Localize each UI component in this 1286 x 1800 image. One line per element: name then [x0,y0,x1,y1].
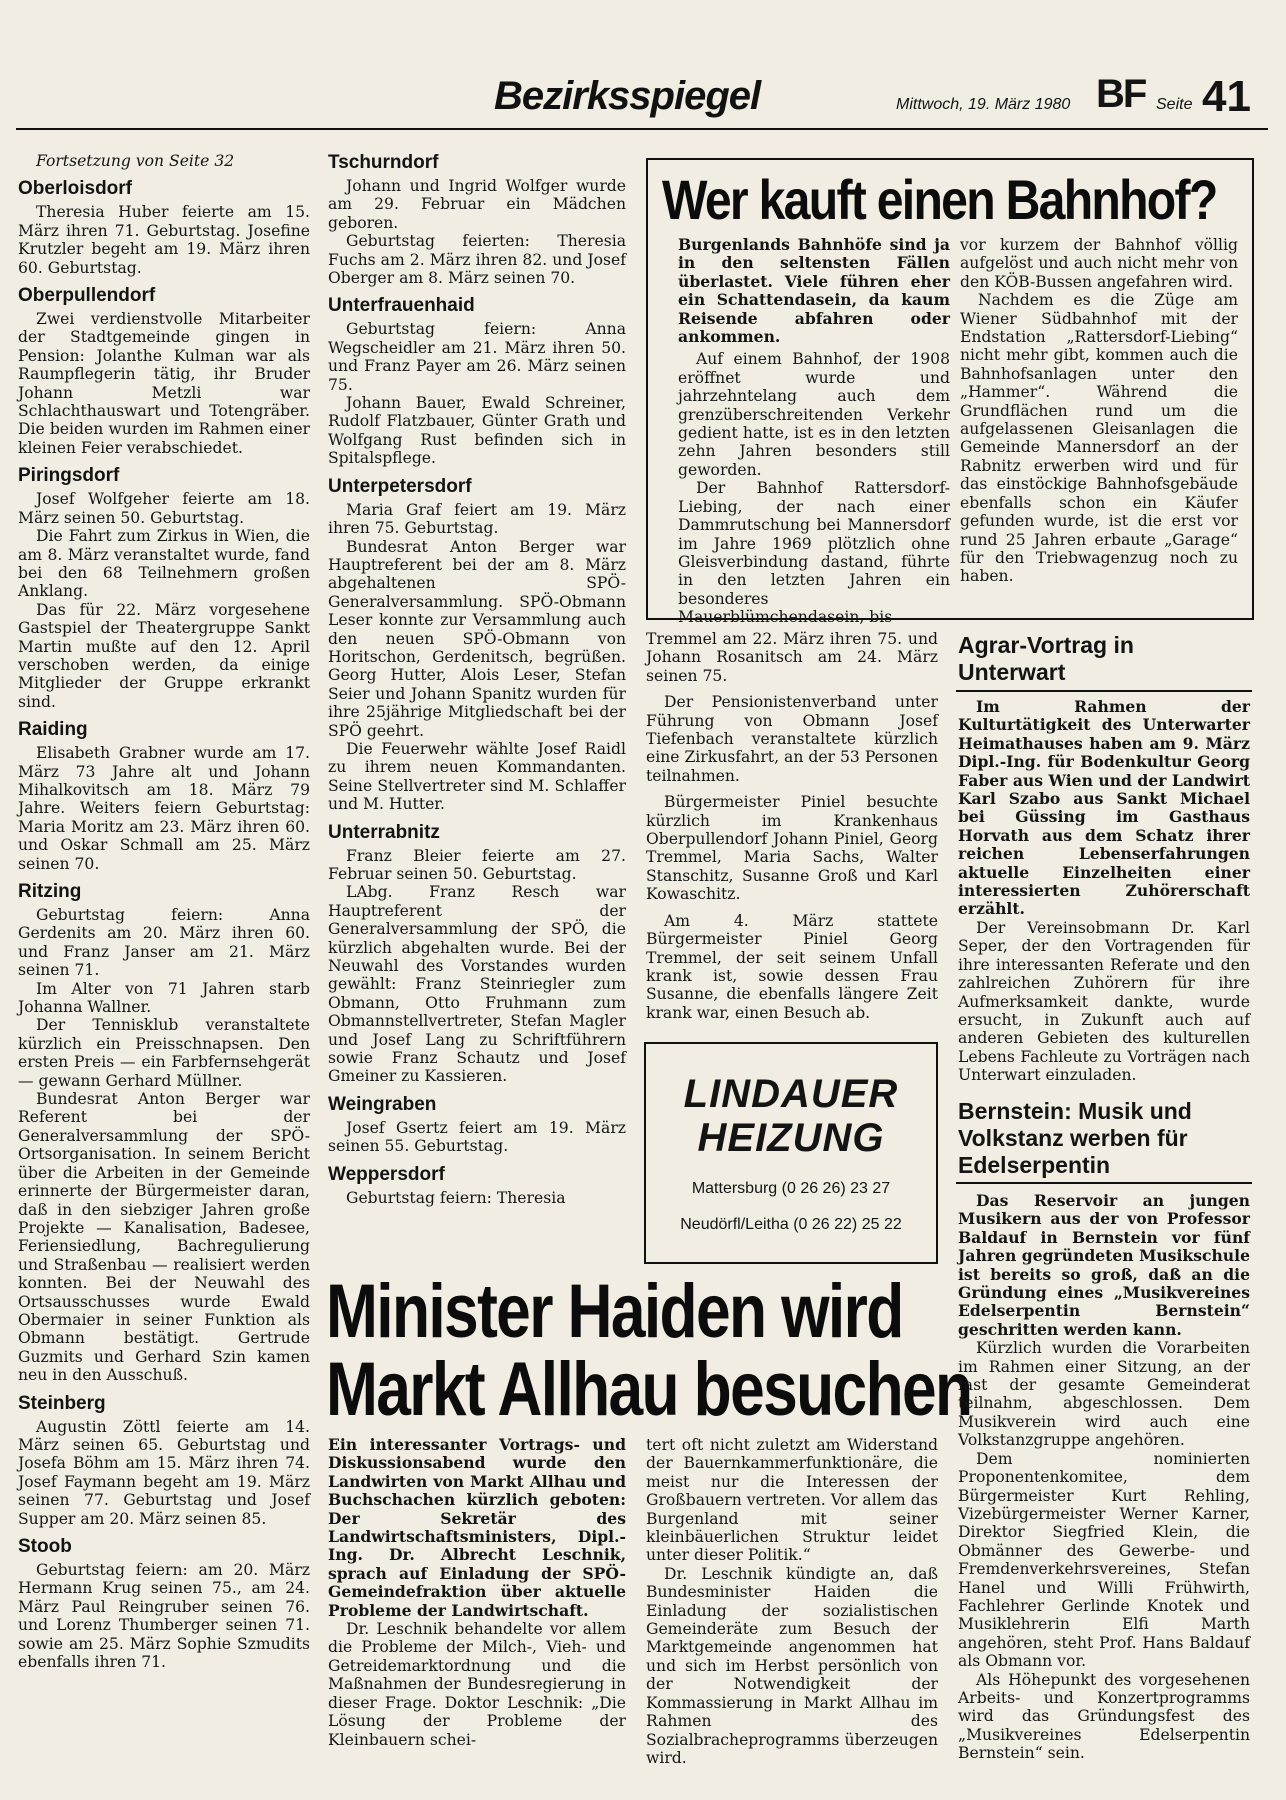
page-number: 41 [1202,72,1251,121]
bernstein-lead: Das Reservoir an jungen Musikern aus der von Professor Baldauf in Bernstein vor fünf Jahren gegründeten Musikschule ist bereits so groß, daß an die Gründung eines „Musikvereines Edelserpentin Bernstein“ geschritten werden kann. [958,1191,1250,1339]
text-piringsdorf-3: Das für 22. März vorgesehene Gastspiel der Theatergruppe Sankt Martin mußte auf den 12. April verschoben werden, da einige Mitglieder der Gruppe erkrankt sind. [18,600,310,711]
text-stoob: Geburtstag feiern: am 20. März Hermann Krug seinen 75., am 24. März Paul Reingruber seinen 76. und Lorenz Thumberger seinen 71. sowie am 25. März Sophie Szmudits ebenfalls ihren 71. [18,1561,310,1672]
agrar-lead: Im Rahmen der Kulturtätigkeit des Unterwarter Heimathauses haben am 9. März Dipl.-Ing. für Bodenkultur Georg Faber aus Wien und der Landwirt Karl Szabo aus Sankt Michael bei Güssing im Gasthaus Horvath aus dem Schatz ihrer reichen Lebenserfahrungen aktuelle Einzelheiten einer interessierten Zuhörerschaft erzählt. [958,697,1250,919]
heading-piringsdorf: Piringsdorf [18,465,120,487]
haiden-text-1: Dr. Leschnik behandelte vor allem die Probleme der Milch-, Vieh- und Getreidemarktordnung und die Maßnahmen der Bundesregierung in dieser Frage. Doktor Leschnik: „Die Lösung der Probleme der Kleinbauern schei- [328,1620,626,1749]
text-piringsdorf-2: Die Fahrt zum Zirkus in Wien, die am 8. März veranstaltet wurde, fand bei den 68 Teilnehmern großen Anklang. [18,527,310,601]
bahnhof-lead: Burgenlands Bahnhöfe sind ja in den seltensten Fällen überlastet. Viele führen eher ein Schattendasein, da kaum Reisende abfahren oder ankommen. [678,235,950,347]
section-title: Bezirksspiegel [494,74,761,118]
text-unterpetersdorf-1: Maria Graf feiert am 19. März ihren 75. Geburtstag. [328,500,626,538]
column-2 [328,150,626,1280]
haiden-col-left [328,1436,626,1776]
text-steinberg: Augustin Zöttl feierte am 14. März seinen 65. Geburtstag und Josefa Böhm am 15. März ihren 74. Josef Faymann begeht am 19. März seinen 77. Geburtstag und Josef Supper am 20. März seinen 85. [18,1417,310,1528]
column-1 [18,152,310,1772]
bahnhof-col-right [960,236,1238,612]
text-piringsdorf-1: Josef Wolfgeher feierte am 18. März seinen 50. Geburtstag. [18,490,310,527]
text-unterfrauenhaid-1: Geburtstag feiern: Anna Wegscheidler am 21. März ihren 50. und Franz Payer am 26. März seinen 75. [328,320,626,394]
heading-tschurndorf: Tschurndorf [328,152,439,173]
haiden-headline-line-1: Minister Haiden wird [326,1269,903,1354]
text-tschurndorf-2: Geburtstag feierten: Theresia Fuchs am 2. März ihren 82. und Josef Oberger am 8. März seinen 70. [328,232,626,288]
text-weingraben: Josef Gsertz feiert am 19. März seinen 55. Geburtstag. [328,1118,626,1156]
heading-ritzing: Ritzing [18,881,82,902]
heading-weingraben: Weingraben [328,1093,437,1115]
haiden-text-2: tert oft nicht zuletzt am Widerstand der Bauernkammerfunktionäre, die meist nur die Interessen der Großbauern vertreten. Vor allem das Burgenland mit seiner kleinbäuerlichen Struktur leidet unter dieser Politik.“ [646,1436,938,1565]
heading-unterrabnitz: Unterrabnitz [328,821,440,843]
ad-phone-neudoerfl: Neudörfl/Leitha (0 26 22) 25 22 [680,1216,902,1233]
heading-weppersdorf: Weppersdorf [328,1163,445,1185]
heading-oberpullendorf: Oberpullendorf [18,285,156,307]
heading-oberloisdorf: Oberloisdorf [18,178,133,200]
text-unterfrauenhaid-2: Johann Bauer, Ewald Schreiner, Rudolf Flatzbauer, Günter Grath und Wolfgang Rust befinden sich in Spitalspflege. [328,394,626,468]
text-tremmel-4: Am 4. März stattete Bürgermeister Piniel Georg Tremmel, der seit seinem Unfall krank ist, sowie dessen Frau Susanne, die ebenfalls längere Zeit krank war, einen Besuch ab. [646,911,938,1022]
bahnhof-text-3: vor kurzem der Bahnhof völlig aufgelöst und auch nicht mehr von den KÖB-Bussen angefahren wird. [960,236,1238,291]
text-ritzing-1: Geburtstag feiern: Anna Gerdenits am 20. März ihren 60. und Franz Janser am 21. März seinen 71. [18,906,310,980]
haiden-col-right [646,1436,938,1776]
continuation-note: Fortsetzung von Seite 32 [36,152,235,170]
header-rule [16,128,1268,130]
text-weppersdorf: Geburtstag feiern: Theresia [346,1188,566,1207]
agrar-headline: Agrar-Vortrag in Unterwart [958,632,1134,685]
bahnhof-article-box [646,158,1254,627]
agrar-column [958,698,1250,1088]
text-oberpullendorf: Zwei verdienstvolle Mitarbeiter der Stadtgemeinde gingen in Pension: Jolanthe Kulman war als Raumpflegerin tätig, ihr Bruder Johann Metzli war Schlachthauswart und Totengräber. Die beiden wurden im Rahmen einer kleinen Feier verabschiedet. [18,310,310,457]
bahnhof-text-1: Auf einem Bahnhof, der 1908 eröffnet wurde und jahrzehntelang auch dem grenzüberschreitenden Verkehr gedient hatte, ist es in den letzten zehn Jahren besonders still geworden. [678,350,950,479]
issue-date: Mittwoch, 19. März 1980 [896,96,1071,113]
text-unterpetersdorf-2: Bundesrat Anton Berger war Hauptreferent bei der am 8. März abgehaltenen SPÖ-Generalversammlung. SPÖ-Obmann Leser konnte zur Versammlung auch den neuen SPÖ-Obmann von Horitschon, Gerdenitsch, begrüßen. Georg Hutter, Alois Leser, Stefan Seier und Johann Spanitz wurden für ihre 25jährige Mitgliedschaft bei der SPÖ geehrt. [328,537,626,740]
text-tremmel-2: Der Pensionistenverband unter Führung von Obmann Josef Tiefenbach veranstaltete kürzlich eine Zirkusfahrt, an der 53 Personen teilnahmen. [646,693,938,785]
bernstein-rule [956,1182,1252,1184]
ad-phone-mattersburg: Mattersburg (0 26 26) 23 27 [691,1180,891,1197]
bahnhof-text-4: Nachdem es die Züge am Wiener Südbahnhof mit der Endstation „Rattersdorf-Liebing“ nicht mehr gibt, kommen auch die Bahnhofsanlagen unter den „Hammer“. Während die Grundflächen rund um die aufgelassenen Gleisanlagen die Gemeinde Mannersdorf an der Rabnitz erwerben wird und für das einstöckige Bahnhofsgebäude ebenfalls schon ein Käufer gefunden wurde, ist die erst vor rund 25 Jahren erbaute „Garage“ für den Triebwagenzug noch zu haben. [960,291,1238,586]
newspaper-logo: BF [1096,72,1146,116]
column-3-continuation [646,630,938,1030]
text-tremmel-1: Tremmel am 22. März ihren 75. und Johann Rosanitsch am 24. März seinen 75. [646,630,938,685]
heading-unterpetersdorf: Unterpetersdorf [328,475,472,497]
bernstein-text-1: Kürzlich wurden die Vorarbeiten im Rahmen einer Sitzung, an der fast der gesamte Gemeinderat teilnahm, abgeschlossen. Dem Musikverein wird auch eine Volkstanzgruppe angehören. [958,1339,1250,1450]
ad-title-line-2: HEIZUNG [697,1116,885,1160]
text-tschurndorf-1: Johann und Ingrid Wolfger wurde am 29. Februar ein Mädchen geboren. [328,177,626,232]
haiden-headline-line-2: Markt Allhau besuchen [326,1347,972,1432]
text-ritzing-4: Bundesrat Anton Berger war Referent bei der Generalversammlung der SPÖ-Ortsorganisation. In seinem Bericht über die Arbeiten in der Gemeinde erinnerte der Bürgermeister daran, daß in den siebziger Jahren große Projekte — Kanalisation, Badesee, Feriensiedlung, Bachregulierung und Straßenbau — realisiert werden konnten. Bei der Neuwahl des Ortsausschusses wurde Ewald Obermaier in seiner Funktion als Obmann bestätigt. Gertrude Guzmits und Gerhard Szin kamen neu in den Ausschuß. [18,1090,310,1385]
bernstein-text-3: Als Höhepunkt des vorgesehenen Arbeits- und Konzertprogramms wird das Gründungsfest des „Musikvereines Edelserpentin Bernstein“ sein. [958,1670,1250,1763]
heading-steinberg: Steinberg [18,1392,106,1414]
text-unterpetersdorf-3: Die Feuerwehr wählte Josef Raidl zu ihrem neuen Kommandanten. Seine Stellvertreter sind M. Schlaffer und M. Hutter. [328,739,626,814]
text-raiding: Elisabeth Grabner wurde am 17. März 73 Jahre alt und Johann Mihalkovitsch am 18. März 79 Jahre. Weiters feiern Geburtstag: Maria Moritz am 23. März ihren 60. und Oskar Schmall am 25. März seinen 70. [18,744,310,873]
ad-title-line-1: LINDAUER [683,1072,899,1116]
text-unterrabnitz-1: Franz Bleier feierte am 27. Februar seinen 50. Geburtstag. [328,846,626,883]
agrar-text-1: Der Vereinsobmann Dr. Karl Seper, der den Vortragenden für ihre interessanten Referate und den zahlreichen Zuhörern für ihre Aufmerksamkeit dankte, wurde ersucht, in Zukunft auch auf anderen Gebieten des kulturellen Lebens Fachleute zu Vorträgen nach Unterwart einzuladen. [958,918,1250,1085]
text-tremmel-3: Bürgermeister Piniel besuchte kürzlich im Krankenhaus Oberpullendorf Johann Piniel, Georg Tremmel, Maria Sachs, Walter Stanschitz, Susanne Groß und Karl Kowaschitz. [646,793,938,904]
text-ritzing-3: Der Tennisklub veranstaltete kürzlich ein Preisschnapsen. Den ersten Preis — ein Farbfernsehgerät — gewann Gerhard Müllner. [18,1016,310,1090]
text-unterrabnitz-2: LAbg. Franz Resch war Hauptreferent der Generalversammlung der SPÖ, die kürzlich abgehalten wurde. Bei der Neuwahl des Vorstandes wurden gewählt: Franz Steinriegler zum Obmann, Otto Fruhmann zum Obmannstellvertreter, Stefan Magler und Josef Lang zu Schriftführern sowie Franz Schautz und Josef Gmeiner zu Kassieren. [328,883,626,1086]
bahnhof-col-left [678,235,950,627]
text-ritzing-2: Im Alter von 71 Jahren starb Johanna Wallner. [18,979,310,1017]
bahnhof-text-2: Der Bahnhof Rattersdorf-Liebing, der nach einer Dammrutschung bei Mannersdorf im Jahre 1969 plötzlich ohne Gleisverbindung dastand, führte in den letzten Jahren ein besonderes Mauerblümchendasein, bis [678,479,950,627]
text-oberloisdorf: Theresia Huber feierte am 15. März ihren 71. Geburtstag. Josefine Krutzler begeht am 19. März ihren 60. Geburtstag. [18,203,310,277]
agrar-rule [956,690,1252,692]
heading-stoob: Stoob [18,1536,72,1557]
page-label: Seite [1156,96,1193,113]
haiden-lead: Ein interessanter Vortrags- und Diskussionsabend wurde den Landwirten von Markt Allhau und Buchschachen kürzlich geboten: Der Sekretär des Landwirtschaftsministers, Dipl.-Ing. Dr. Albrecht Leschnik, sprach auf Einladung der SPÖ-Gemeindefraktion über aktuelle Probleme der Landwirtschaft. [328,1435,626,1620]
bahnhof-headline: Wer kauft einen Bahnhof? [662,168,1217,231]
ad-lindauer-heizung [644,1042,938,1264]
bernstein-column [958,1192,1250,1782]
heading-raiding: Raiding [18,719,88,741]
bernstein-headline: Bernstein: Musik und Volkstanz werben für Edelserpentin [958,1098,1192,1178]
haiden-text-3: Dr. Leschnik kündigte an, daß Bundesminister Haiden die Einladung der sozialistischen Gemeinderäte zum Besuch der Marktgemeinde angenommen hat und sich im Herbst persönlich von der Notwendigkeit der Kommassierung in Markt Allhau im Rahmen des Sozialbracheprogramms überzeugen wird. [646,1564,938,1767]
bernstein-text-2: Dem nominierten Proponentenkomitee, dem Bürgermeister Kurt Rehling, Vizebürgermeister Werner Karner, Direktor Siegfried Klein, die Obmänner des Gewerbe- und Fremdenverkehrsvereines, Stefan Hanel und Willi Frühwirth, Fachlehrer Gerlinde Knotek und Musiklehrerin Elfi Marth angehören, steht Prof. Hans Baldauf als Obmann vor. [958,1449,1250,1671]
heading-unterfrauenhaid: Unterfrauenhaid [328,295,475,317]
